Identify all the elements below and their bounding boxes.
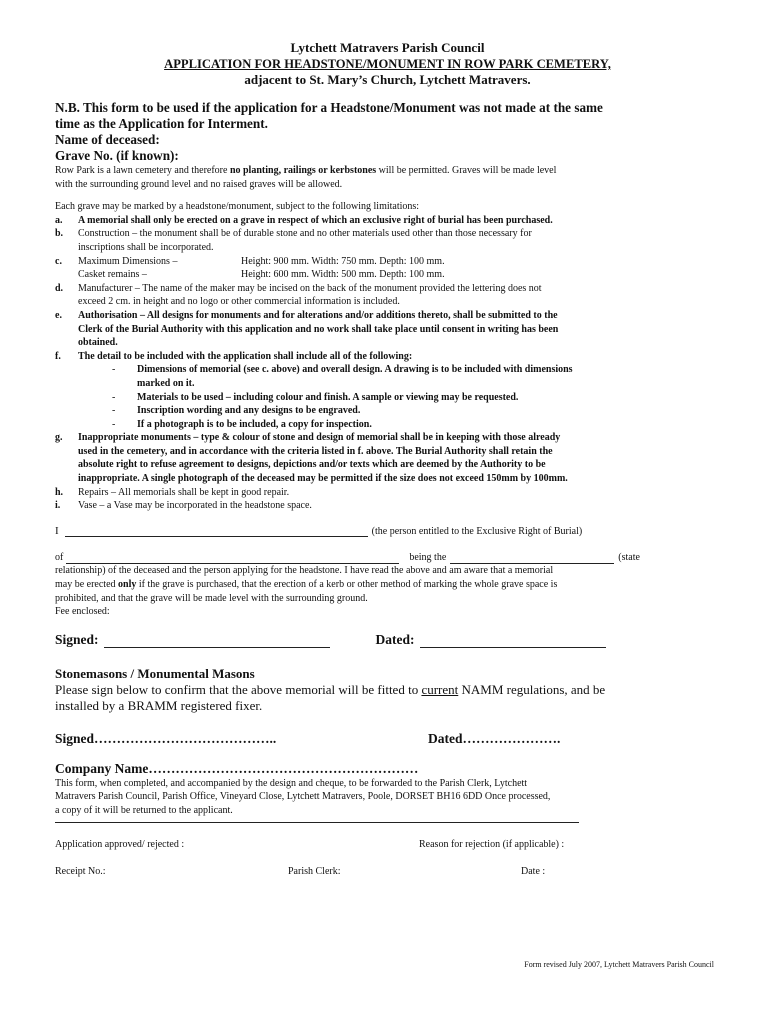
nb-line-1: N.B. This form to be used if the application for a Headstone/Monument was not made at the same (55, 100, 603, 115)
declaration-line-3 (55, 578, 720, 592)
declaration-i-label: I (55, 524, 59, 537)
item-key: c. (55, 255, 62, 267)
dash-marker: - (112, 418, 116, 430)
nb-section (55, 100, 720, 164)
rejection-reason-field[interactable]: Reason for rejection (if applicable) : (419, 838, 565, 850)
limit-item-h (55, 486, 720, 500)
sub-line: Inscription wording and any designs to be engraved. (137, 405, 361, 417)
application-form (55, 40, 720, 877)
item-line: Construction – the monument shall be of durable stone and no other materials used other than those necessary for (78, 228, 532, 240)
item-line: Manufacturer – The name of the maker may be incised on the back of the monument provided the lettering does not (78, 282, 542, 294)
dash-marker: - (112, 364, 116, 376)
relationship-input[interactable] (450, 554, 614, 564)
approval-status-field[interactable]: Application approved/ rejected : (55, 838, 185, 850)
limit-item-b (55, 227, 720, 254)
form-subtitle: adjacent to St. Mary’s Church, Lytchett Matravers. (244, 72, 531, 87)
submission-instructions (55, 777, 720, 818)
declaration-text: if the grave is purchased, that the erection of a kerb or other method of marking the whole grave space is (136, 579, 558, 591)
detail-sub-item (55, 418, 720, 432)
item-text: Vase – a Vase may be incorporated in the headstone space. (78, 500, 312, 512)
nb-line-2: time as the Application for Interment. (55, 116, 268, 131)
detail-sub-item (55, 404, 720, 418)
dated-label: Dated: (375, 631, 415, 647)
applicant-signature-row (55, 632, 720, 648)
item-line: Authorisation – All designs for monuments and for alterations and/or additions thereto, shall be submitted to the (78, 309, 558, 321)
sub-line: If a photograph is to be included, a copy for inspection. (137, 418, 372, 430)
item-key: a. (55, 214, 63, 226)
form-revision-note: Form revised July 2007, Lytchett Matravers Parish Council (524, 960, 714, 969)
limit-item-c (55, 255, 720, 282)
declaration-name-row (55, 525, 720, 537)
office-row-1 (55, 839, 720, 850)
intro-paragraph (55, 164, 720, 191)
grave-number-field[interactable]: Grave No. (if known): (55, 148, 179, 163)
receipt-number-field[interactable]: Receipt No.: (55, 865, 106, 877)
address-input[interactable] (66, 554, 399, 564)
of-label: of (55, 551, 64, 563)
declaration-paragraph (55, 551, 720, 619)
stonemason-underline: current (421, 681, 459, 697)
sub-line: Dimensions of memorial (see c. above) and overall design. A drawing is to be included with dimensions (137, 364, 573, 376)
stonemason-dated-field[interactable]: Dated…………………. (428, 730, 561, 746)
declaration-line-2: relationship) of the deceased and the person applying for the headstone. I have read the above and am aware that a memorial (55, 565, 554, 577)
item-text (78, 282, 720, 309)
declaration-text: may be erected (55, 579, 119, 591)
stonemason-paragraph (55, 682, 720, 714)
instructions-line: Matravers Parish Council, Parish Office, Vineyard Close, Lytchett Matravers, Poole, DORSET BH16 6DD Once processed, (55, 791, 551, 803)
item-text (78, 431, 720, 485)
item-key: d. (55, 282, 64, 294)
council-name: Lytchett Matravers Parish Council (290, 40, 485, 55)
office-date-field[interactable]: Date : (521, 865, 546, 877)
intro-bold: no planting, railings or kerbstones (229, 165, 377, 176)
parish-clerk-field[interactable]: Parish Clerk: (288, 865, 341, 877)
item-text (78, 227, 720, 254)
divider (55, 822, 579, 823)
dash-marker: - (112, 405, 116, 417)
item-line: inscriptions shall be incorporated. (78, 241, 214, 253)
office-row-2 (55, 866, 720, 877)
fee-enclosed-field[interactable]: Fee enclosed: (55, 606, 110, 618)
sub-line: marked on it. (137, 377, 195, 389)
limit-item-i (55, 499, 720, 513)
item-line: exceed 2 cm. in height and no logo or other commercial information is included. (78, 296, 400, 308)
limit-item-f (55, 350, 720, 364)
dash-marker: - (112, 391, 116, 403)
stonemason-signature-row (55, 731, 720, 747)
item-line: used in the cemetery, and in accordance with the criteria listed in f. above. The Burial Authority shall retain the (78, 445, 553, 457)
item-line: Inappropriate monuments – type & colour of stone and design of memorial shall be in keeping with those already (78, 432, 561, 444)
declaration-i-suffix: (the person entitled to the Exclusive Right of Burial) (371, 525, 583, 537)
item-key: b. (55, 228, 64, 240)
item-key: g. (55, 432, 63, 444)
stonemason-title: Stonemasons / Monumental Masons (55, 665, 255, 681)
intro-text-3: with the surrounding ground level and no raised graves will be allowed. (55, 178, 343, 190)
item-line: inappropriate. A single photograph of the deceased may be permitted if the size does not exceed 150mm by 100mm. (78, 473, 568, 485)
item-key: e. (55, 309, 62, 321)
signed-label: Signed: (55, 631, 99, 647)
item-line: Clerk of the Burial Authority with this application and no work shall take place until consent in writing has been (78, 323, 559, 335)
being-label: being the (409, 551, 447, 563)
instructions-line: This form, when completed, and accompanied by the design and cheque, to be forwarded to the Parish Clerk, Lytchett (55, 777, 528, 789)
intro-text-2: will be permitted. Graves will be made level (376, 165, 557, 176)
limit-item-a (55, 214, 720, 228)
item-line: obtained. (78, 337, 118, 349)
stonemason-text: Please sign below to confirm that the above memorial will be fitted to (55, 681, 422, 697)
limitations-intro: Each grave may be marked by a headstone/monument, subject to the following limitations: (55, 201, 420, 213)
declaration-of-row (55, 551, 720, 565)
item-text: Repairs – All memorials shall be kept in good repair. (78, 486, 290, 498)
form-header (55, 40, 720, 88)
item-line: absolute right to refuse agreement to designs, depictions and/or texts which are deemed by the Authority to be (78, 459, 546, 471)
declaration-bold: only (118, 579, 137, 591)
stonemason-signed-field[interactable]: Signed………………………………….. (55, 730, 277, 746)
item-text (78, 255, 720, 282)
limit-item-d (55, 282, 720, 309)
form-title: APPLICATION FOR HEADSTONE/MONUMENT IN ROW PARK CEMETERY, (164, 57, 611, 71)
stonemason-text: installed by a BRAMM registered fixer. (55, 697, 263, 713)
item-text: A memorial shall only be erected on a grave in respect of which an exclusive right of burial has been purchased. (78, 214, 553, 226)
dimension-value: Height: 900 mm. Width: 750 mm. Depth: 100 mm. (241, 255, 445, 267)
company-name-field[interactable]: Company Name…………………………………………………… (55, 760, 419, 776)
detail-sub-item (55, 391, 720, 405)
limit-item-e (55, 309, 720, 350)
stonemason-text: NAMM regulations, and be (458, 681, 606, 697)
item-text: The detail to be included with the application shall include all of the following: (78, 350, 413, 362)
instructions-line: a copy of it will be returned to the applicant. (55, 805, 233, 816)
item-key: h. (55, 486, 64, 498)
deceased-name-field[interactable]: Name of deceased: (55, 132, 160, 147)
applicant-signature-input[interactable] (104, 635, 330, 648)
applicant-date-input[interactable] (420, 635, 606, 648)
item-text (78, 309, 720, 350)
detail-sub-item (55, 363, 720, 390)
dimension-label: Maximum Dimensions – (78, 255, 178, 267)
limit-item-g (55, 431, 720, 485)
item-key: f. (55, 350, 61, 362)
dimension-label: Casket remains – (78, 269, 147, 281)
sub-line: Materials to be used – including colour and finish. A sample or viewing may be requested. (137, 391, 519, 403)
state-label: (state (618, 551, 640, 563)
applicant-name-input[interactable] (65, 525, 368, 537)
item-key: i. (55, 500, 61, 512)
declaration-line-4: prohibited, and that the grave will be made level with the surrounding ground. (55, 592, 368, 604)
dimension-value: Height: 600 mm. Width: 500 mm. Depth: 100 mm. (241, 269, 445, 281)
intro-text-1: Row Park is a lawn cemetery and therefore (55, 165, 230, 176)
